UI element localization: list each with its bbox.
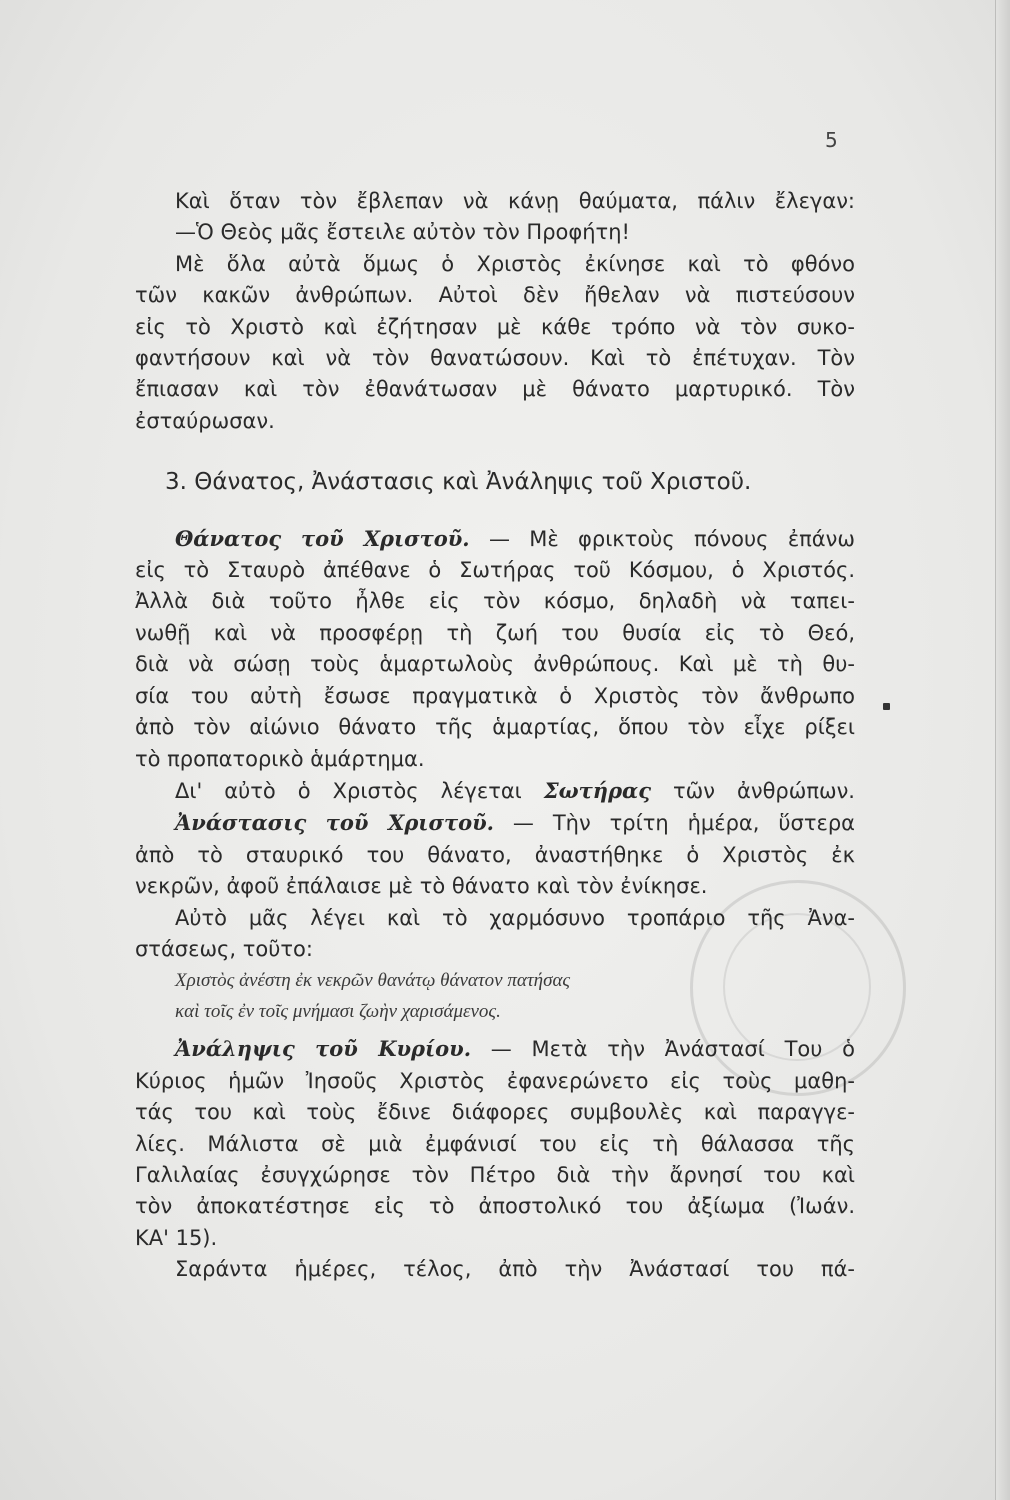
hymn-line: καὶ τοῖς ἐν τοῖς μνήμασι ζωὴν χαρισάμενος. [175,1001,501,1023]
body-text [135,186,855,1286]
text-line: εἰς τὸ Σταυρὸ ἀπέθανε ὁ Σωτήρας τοῦ Κόσμου, ὁ Χριστός. [135,558,855,583]
ink-mark [883,703,890,710]
text-line: —Ὁ Θεὸς μᾶς ἔστειλε αὐτὸν τὸν Προφήτη! [175,220,630,245]
text-line: Μὲ ὅλα αὐτὰ ὅμως ὁ Χριστὸς ἐκίνησε καὶ τὸ φθόνο [175,251,855,276]
hymn-line: Χριστὸς ἀνέστη ἐκ νεκρῶν θανάτῳ θάνατον πατήσας [175,970,571,992]
text-line: τῶν κακῶν ἀνθρώπων. Αὐτοὶ δὲν ἤθελαν νὰ πιστεύσουν [135,283,855,308]
text-line: εἰς τὸ Χριστὸ καὶ ἐζήτησαν μὲ κάθε τρόπο νὰ τὸν συκο- [135,314,855,339]
text-line: Σαράντα ἡμέρες, τέλος, ἀπὸ τὴν Ἀνάστασί του πά- [175,1257,855,1282]
text-line: ΚΑ' 15). [135,1225,218,1250]
text-line: ἔπιασαν καὶ τὸν ἐθανάτωσαν μὲ θάνατο μαρτυρικό. Τὸν [135,377,855,402]
savior-pre: Δι' αὐτὸ ὁ Χριστὸς λέγεται [175,778,522,803]
death-title: Θάνατος τοῦ Χριστοῦ. [175,525,470,551]
text-line: τάς του καὶ τοὺς ἔδινε διάφορες συμβουλὲς καὶ παραγγε- [135,1100,855,1125]
ascension-title: Ἀνάληψις τοῦ Κυρίου. [175,1036,472,1062]
text-line: ἀπὸ τὸ σταυρικό του θάνατο, ἀναστήθηκε ὁ Χριστὸς ἐκ [135,842,855,867]
text-line: Αὐτὸ μᾶς λέγει καὶ τὸ χαρμόσυνο τροπάριο τῆς Ἀνα- [175,905,855,930]
text-line: λίες. Μάλιστα σὲ μιὰ ἐμφάνισί του εἰς τὴ θάλασσα τῆς [135,1131,855,1156]
death-first-line [135,523,855,555]
text-line: Κύριος ἡμῶν Ἰησοῦς Χριστὸς ἐφανερώνετο εἰς τοὺς μαθη- [135,1068,855,1093]
text-line: τὸ προπατορικὸ ἁμάρτημα. [135,746,425,771]
text-line: Καὶ ὅταν τὸν ἔβλεπαν νὰ κάνῃ θαύματα, πάλιν ἔλεγαν: [175,189,855,213]
savior-word: Σωτήρας [543,777,651,803]
text-line: ἀπὸ τὸν αἰώνιο θάνατο τῆς ἁμαρτίας, ὅπου τὸν εἶχε ρίξει [135,715,855,740]
text-line: νωθῇ καὶ νὰ προσφέρῃ τὴ ζωή του θυσία εἰς τὸ Θεό, [135,620,855,645]
page-number: 5 [825,128,838,152]
text-line: διὰ νὰ σώσῃ τοὺς ἁμαρτωλοὺς ἀνθρώπους. Καὶ μὲ τὴ θυ- [135,652,855,677]
resurrection-first-text: — Τὴν τρίτη ἡμέρα, ὕστερα [512,811,855,836]
text-line: Γαλιλαίας ἐσυγχώρησε τὸν Πέτρο διὰ τὴν ἄρνησί του καὶ [135,1162,855,1187]
text-line: Ἀλλὰ διὰ τοῦτο ἦλθε εἰς τὸν κόσμο, δηλαδὴ νὰ ταπει- [135,589,855,614]
savior-line [135,775,855,807]
text-line: νεκρῶν, ἀφοῦ ἐπάλαισε μὲ τὸ θάνατο καὶ τὸν ἐνίκησε. [135,874,708,899]
ascension-first-text: — Μετὰ τὴν Ἀνάστασί Του ὁ [490,1037,855,1062]
ascension-first-line [135,1033,855,1065]
text-line: ἐσταύρωσαν. [135,408,275,433]
text-line: σία του αὐτὴ ἔσωσε πραγματικὰ ὁ Χριστὸς τὸν ἄνθρωπο [135,683,855,708]
resurrection-title: Ἀνάστασις τοῦ Χριστοῦ. [175,810,494,836]
text-line: τὸν ἀποκατέστησε εἰς τὸ ἀποστολικό του ἀξίωμα (Ἰωάν. [135,1194,855,1219]
death-first-text: — Μὲ φρικτοὺς πόνους ἐπάνω [488,526,855,551]
text-line: φαντήσουν καὶ νὰ τὸν θανατώσουν. Καὶ τὸ ἐπέτυχαν. Τὸν [135,346,855,371]
page-edge [995,0,1010,1500]
section-heading: 3. Θάνατος, Ἀνάστασις καὶ Ἀνάληψις τοῦ Χριστοῦ. [165,469,752,496]
savior-post: τῶν ἀνθρώπων. [673,778,855,803]
resurrection-first-line [135,807,855,839]
text-line: στάσεως, τοῦτο: [135,936,313,961]
